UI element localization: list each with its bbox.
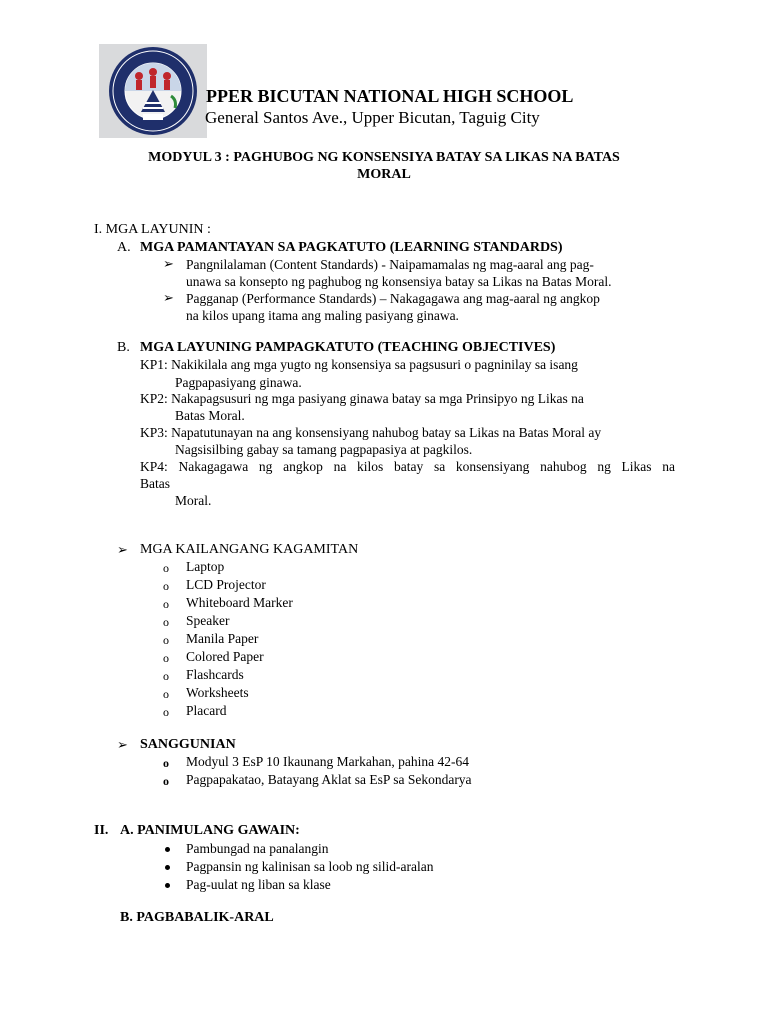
section-1a-heading: MGA PAMANTAYAN SA PAGKATUTO (LEARNING STANDARDS) bbox=[140, 240, 563, 255]
kp4-line-3: Moral. bbox=[175, 493, 212, 508]
list-item: Worksheets bbox=[186, 685, 249, 700]
circle-bullet-icon: o bbox=[163, 687, 169, 701]
circle-bullet-icon: o bbox=[163, 561, 169, 575]
kp2-line-1: KP2: Nakapagsusuri ng mga pasiyang ginawa batay sa mga Prinsipyo ng Likas na bbox=[140, 391, 584, 406]
reference-item: Pagpapakatao, Batayang Aklat sa EsP sa Sekondarya bbox=[186, 772, 472, 787]
arrow-bullet-icon: ➢ bbox=[117, 737, 128, 752]
school-logo bbox=[99, 44, 207, 138]
content-standard-line-2: unawa sa konsepto ng paghubog ng konsensiya batay sa Likas na Batas Moral. bbox=[186, 274, 612, 289]
kp3-line-1: KP3: Napatutunayan na ang konsensiyang nahubog batay sa Likas na Batas Moral ay bbox=[140, 425, 602, 440]
circle-bullet-icon: o bbox=[163, 633, 169, 647]
materials-heading: MGA KAILANGANG KAGAMITAN bbox=[140, 542, 359, 557]
module-title-line-2: MORAL bbox=[357, 167, 411, 182]
circle-bullet-icon: o bbox=[163, 615, 169, 629]
circle-bullet-icon: o bbox=[163, 756, 169, 770]
module-title-line-1: MODYUL 3 : PAGHUBOG NG KONSENSIYA BATAY SA LIKAS NA BATAS bbox=[148, 150, 620, 165]
list-item: Pagpansin ng kalinisan sa loob ng silid-aralan bbox=[186, 859, 434, 874]
school-address: General Santos Ave., Upper Bicutan, Taguig City bbox=[205, 108, 540, 127]
circle-bullet-icon: o bbox=[163, 669, 169, 683]
list-item: Placard bbox=[186, 703, 227, 718]
section-2a-heading: A. PANIMULANG GAWAIN: bbox=[120, 823, 300, 838]
kp3-line-2: Nagsisilbing gabay sa tamang pagpapasiya at pagkilos. bbox=[175, 442, 473, 457]
kp2-line-2: Batas Moral. bbox=[175, 408, 245, 423]
arrow-bullet-icon: ➢ bbox=[163, 256, 174, 271]
content-standard-line-1: Pangnilalaman (Content Standards) - Naipamamalas ng mag-aaral ang pag- bbox=[186, 257, 594, 272]
list-item: LCD Projector bbox=[186, 577, 266, 592]
list-item: Speaker bbox=[186, 613, 230, 628]
section-1-heading: I. MGA LAYUNIN : bbox=[94, 222, 211, 237]
list-item: Pambungad na panalangin bbox=[186, 841, 329, 856]
section-1b-heading: MGA LAYUNING PAMPAGKATUTO (TEACHING OBJECTIVES) bbox=[140, 340, 556, 355]
kp4-line-1: KP4: Nakagagawa ng angkop na kilos batay sa konsensiyang nahubog ng Likas na bbox=[140, 459, 675, 474]
circle-bullet-icon: o bbox=[163, 579, 169, 593]
section-1a-label: A. bbox=[117, 240, 131, 255]
bullet-icon bbox=[165, 883, 170, 888]
list-item: Colored Paper bbox=[186, 649, 264, 664]
performance-standard-line-1: Pagganap (Performance Standards) – Nakagagawa ang mag-aaral ng angkop bbox=[186, 291, 600, 306]
references-heading: SANGGUNIAN bbox=[140, 737, 236, 752]
list-item: Flashcards bbox=[186, 667, 244, 682]
arrow-bullet-icon: ➢ bbox=[117, 542, 128, 557]
list-item: Pag-uulat ng liban sa klase bbox=[186, 877, 331, 892]
reference-item: Modyul 3 EsP 10 Ikaunang Markahan, pahina 42-64 bbox=[186, 754, 469, 769]
circle-bullet-icon: o bbox=[163, 705, 169, 719]
section-1b-label: B. bbox=[117, 340, 130, 355]
school-name: PPER BICUTAN NATIONAL HIGH SCHOOL bbox=[206, 86, 574, 106]
list-item: Manila Paper bbox=[186, 631, 259, 646]
bullet-icon bbox=[165, 847, 170, 852]
bullet-icon bbox=[165, 865, 170, 870]
list-item: Laptop bbox=[186, 559, 225, 574]
kp4-line-2: Batas bbox=[140, 476, 170, 491]
circle-bullet-icon: o bbox=[163, 651, 169, 665]
circle-bullet-icon: o bbox=[163, 774, 169, 788]
section-2-numeral: II. bbox=[94, 823, 109, 838]
circle-bullet-icon: o bbox=[163, 597, 169, 611]
school-seal-icon bbox=[99, 44, 207, 138]
arrow-bullet-icon: ➢ bbox=[163, 290, 174, 305]
list-item: Whiteboard Marker bbox=[186, 595, 293, 610]
kp1-line-1: KP1: Nakikilala ang mga yugto ng konsensiya sa pagsusuri o pagninilay sa isang bbox=[140, 357, 578, 372]
performance-standard-line-2: na kilos upang itama ang maling pasiyang ginawa. bbox=[186, 308, 459, 323]
kp1-line-2: Pagpapasiyang ginawa. bbox=[175, 375, 302, 390]
section-2b-heading: B. PAGBABALIK-ARAL bbox=[120, 910, 274, 925]
